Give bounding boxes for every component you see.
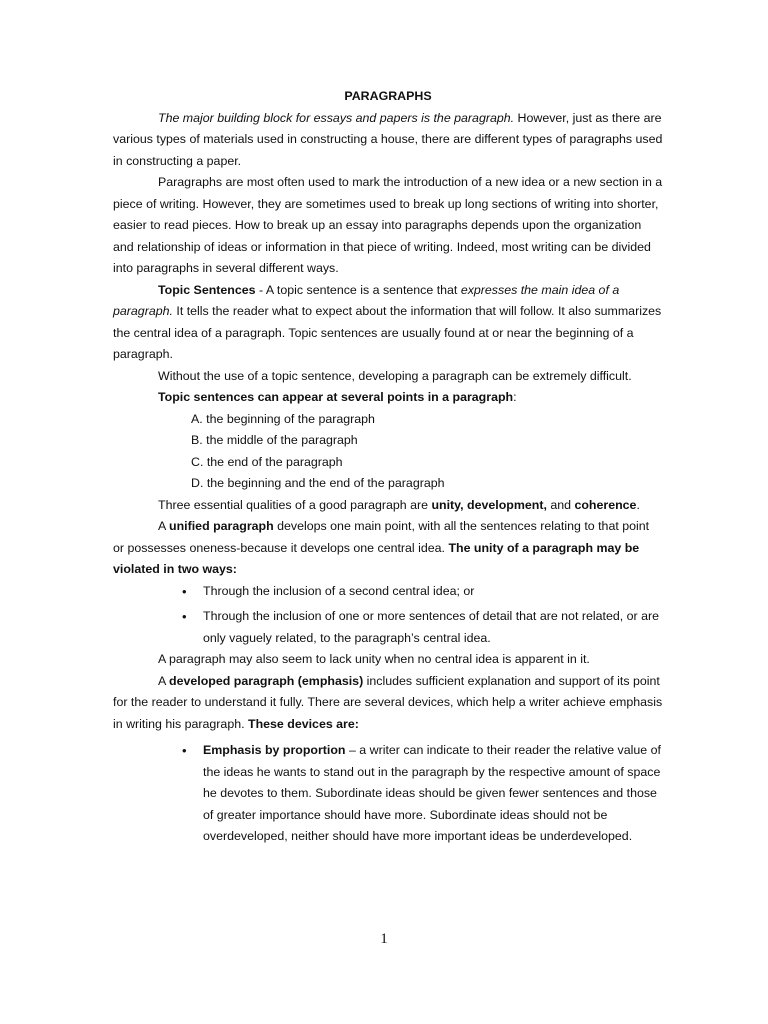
violation-text: Through the inclusion of a second central idea; or <box>203 583 475 598</box>
paragraph-usage: Paragraphs are most often used to mark the introduction of a new idea or a new section in a piece of writing. However, they are sometimes used to break up long sections of writing into shorter, easier to read pieces. How to break up an essay into paragraphs depends upon the organization and relationship of ideas or information in that piece of writing. Indeed, most writing can be divided into paragraphs in several different ways. <box>113 175 663 275</box>
list-item: D. the beginning and the end of the paragraph <box>191 476 445 490</box>
device-text: – a writer can indicate to their reader the relative value of the ideas he wants to stand out in the paragraph by the respective amount of space he devotes to them. Subordinate ideas should be given fewer sentences and those of greater importance should have more. Subordinate ideas should not be overdeveloped, neither should have more important ideas be underdeveloped. <box>203 743 661 843</box>
topic-emphasis: expresses the main idea of a paragraph. <box>113 282 620 318</box>
developed-text-c: includes sufficient explanation and support of its point for the reader to understand it fully. There are several devices, which help a writer achieve emphasis in writing his paragraph. <box>113 673 663 731</box>
paragraph-topic-sentences <box>113 280 663 366</box>
qualities-and: and <box>546 497 575 512</box>
page-number: 1 <box>380 931 388 947</box>
devices-heading: These devices are: <box>248 716 359 731</box>
violation-text: Through the inclusion of one or more sentences of detail that are not related, or are only vaguely related, to the paragraph’s central idea. <box>203 609 659 645</box>
paragraph-lack-unity: A paragraph may also seem to lack unity when no central idea is apparent in it. <box>158 652 590 666</box>
list-item <box>113 606 663 649</box>
intro-emphasis: The major building block for essays and papers is the paragraph. <box>158 110 515 125</box>
positions-heading: Topic sentences can appear at several points in a paragraph <box>158 390 514 404</box>
positions-colon: : <box>513 390 517 404</box>
list-item <box>113 581 663 603</box>
paragraph-positions-heading <box>113 387 663 409</box>
device-list <box>113 740 663 848</box>
topic-text-b: It tells the reader what to expect about the information that will follow. It also summarizes the central idea of a paragraph. Topic sentences are usually found at or near the beginning of a paragraph. <box>113 304 662 361</box>
developed-term: developed paragraph (emphasis) <box>169 673 364 688</box>
developed-text-a: A <box>158 673 170 688</box>
bullet-icon: • <box>182 583 187 599</box>
paragraph-without-topic: Without the use of a topic sentence, developing a paragraph can be extremely difficult. <box>158 368 632 383</box>
topic-sentences-term: Topic Sentences <box>158 282 256 297</box>
paragraph-intro <box>113 108 663 173</box>
unified-term: unified paragraph <box>169 519 274 533</box>
document-body <box>113 86 663 860</box>
list-item: A. the beginning of the paragraph <box>191 411 375 426</box>
qualities-text-a: Three essential qualities of a good paragraph are <box>158 497 432 512</box>
qualities-coherence: coherence <box>574 497 637 512</box>
violation-list <box>113 581 663 650</box>
bullet-icon: • <box>182 743 187 758</box>
list-item <box>113 740 663 848</box>
page-title: PARAGRAPHS <box>344 89 432 103</box>
paragraph-qualities <box>113 495 663 517</box>
intro-text: However, just as there are various types of materials used in constructing a house, there are different types of paragraphs used in constructing a paper. <box>113 110 663 168</box>
unified-text-c: develops one main point, with all the sentences relating to that point or possesses oneness-because it develops one central idea. <box>113 519 650 555</box>
paragraph-developed <box>113 671 663 736</box>
bullet-icon: • <box>182 609 187 624</box>
list-item: C. the end of the paragraph <box>191 454 343 469</box>
unity-violation-heading: The unity of a paragraph may be violated in two ways: <box>113 540 640 576</box>
qualities-unity-development: unity, development, <box>431 497 547 512</box>
qualities-period: . <box>636 497 640 512</box>
device-term: Emphasis by proportion <box>203 743 346 757</box>
unified-text-a: A <box>158 519 170 533</box>
position-list <box>113 409 663 495</box>
topic-text-a: - A topic sentence is a sentence that <box>255 282 461 297</box>
paragraph-unified <box>113 516 663 581</box>
list-item: B. the middle of the paragraph <box>191 433 358 447</box>
